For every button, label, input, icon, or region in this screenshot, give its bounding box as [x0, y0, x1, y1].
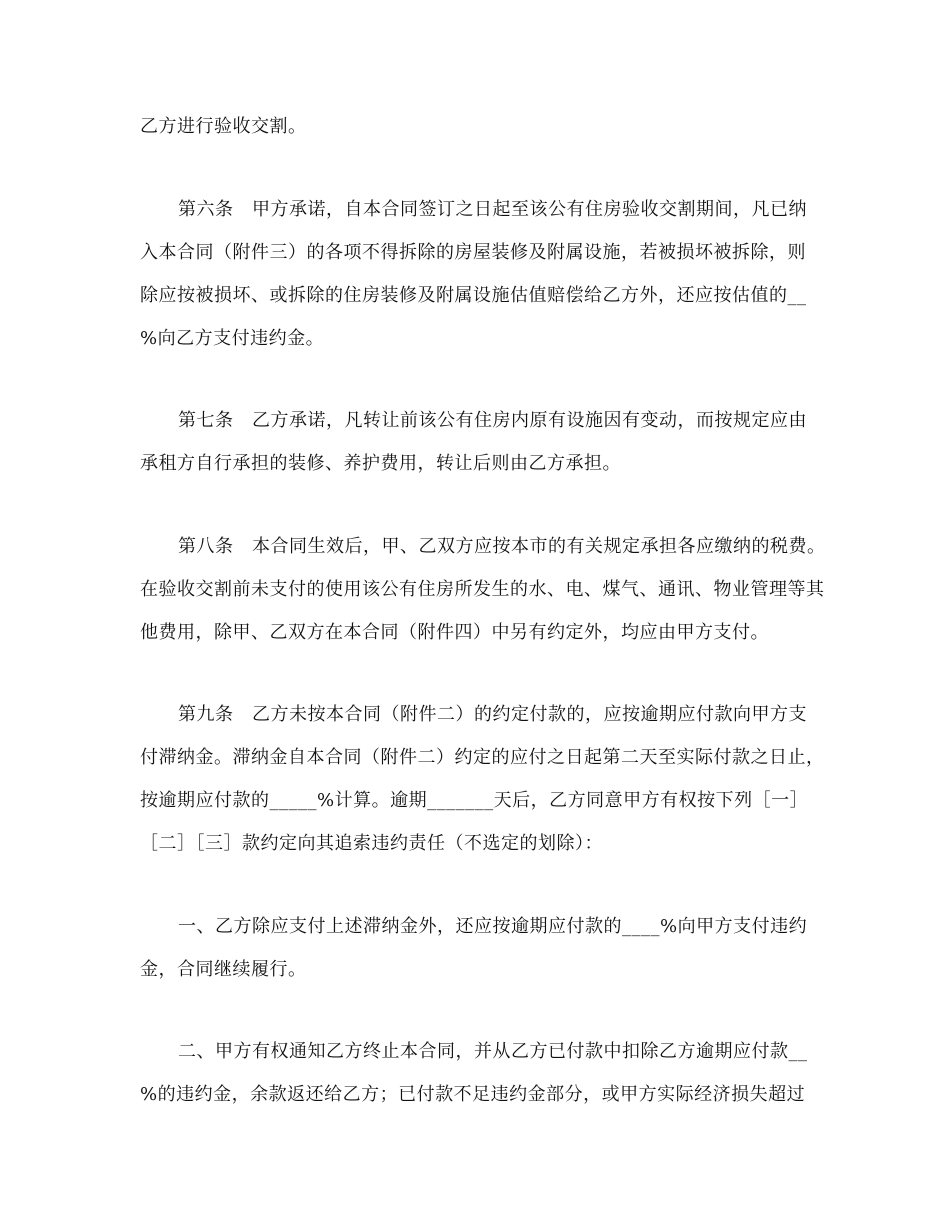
article-6-line-1: 第六条 甲方承诺，自本合同签订之日起至该公有住房验收交割期间，凡已纳	[178, 199, 807, 220]
article-9-line-3: 按逾期应付款的_____%计算。逾期_______天后，乙方同意甲方有权按下列［一］	[140, 790, 809, 811]
clause-2-line-1: 二、甲方有权通知乙方终止本合同，并从乙方已付款中扣除乙方逾期应付款__	[178, 1041, 808, 1062]
article-6-line-3: 除应按被损坏、或拆除的住房装修及附属设施估值赔偿给乙方外，还应按估值的__	[140, 285, 807, 306]
article-8-line-2: 在验收交割前未支付的使用该公有住房所发生的水、电、煤气、通讯、物业管理等其	[140, 579, 825, 600]
clause-1-line-2: 金，合同继续履行。	[140, 959, 307, 980]
article-8-line-1: 第八条 本合同生效后，甲、乙双方应按本市的有关规定承担各应缴纳的税费。	[178, 536, 826, 557]
clause-1-line-1: 一、乙方除应支付上述滞纳金外，还应按逾期应付款的____%向甲方支付违约	[178, 916, 808, 937]
article-9-line-4: ［二］［三］款约定向其追索违约责任（不选定的划除）：	[140, 833, 603, 854]
article-9-line-2: 付滞纳金。滞纳金自本合同（附件二）约定的应付之日起第二天至实际付款之日止，	[140, 747, 825, 768]
article-6-line-2: 入本合同（附件三）的各项不得拆除的房屋装修及附属设施，若被损坏被拆除，则	[140, 242, 806, 263]
article-8-line-3: 他费用，除甲、乙双方在本合同（附件四）中另有约定外，均应由甲方支付。	[140, 622, 769, 643]
article-7-line-2: 承租方自行承担的装修、养护费用，转让后则由乙方承担。	[140, 453, 621, 474]
clause-2-line-2: %的违约金，余款返还给乙方；已付款不足违约金部分，或甲方实际经济损失超过	[140, 1084, 806, 1105]
article-7-line-1: 第七条 乙方承诺，凡转让前该公有住房内原有设施因有变动，而按规定应由	[178, 410, 807, 431]
article-6-line-4: %向乙方支付违约金。	[140, 328, 325, 349]
paragraph-1-line-1: 乙方进行验收交割。	[140, 116, 307, 137]
article-9-line-1: 第九条 乙方未按本合同（附件二）的约定付款的，应按逾期应付款向甲方支	[178, 704, 807, 725]
